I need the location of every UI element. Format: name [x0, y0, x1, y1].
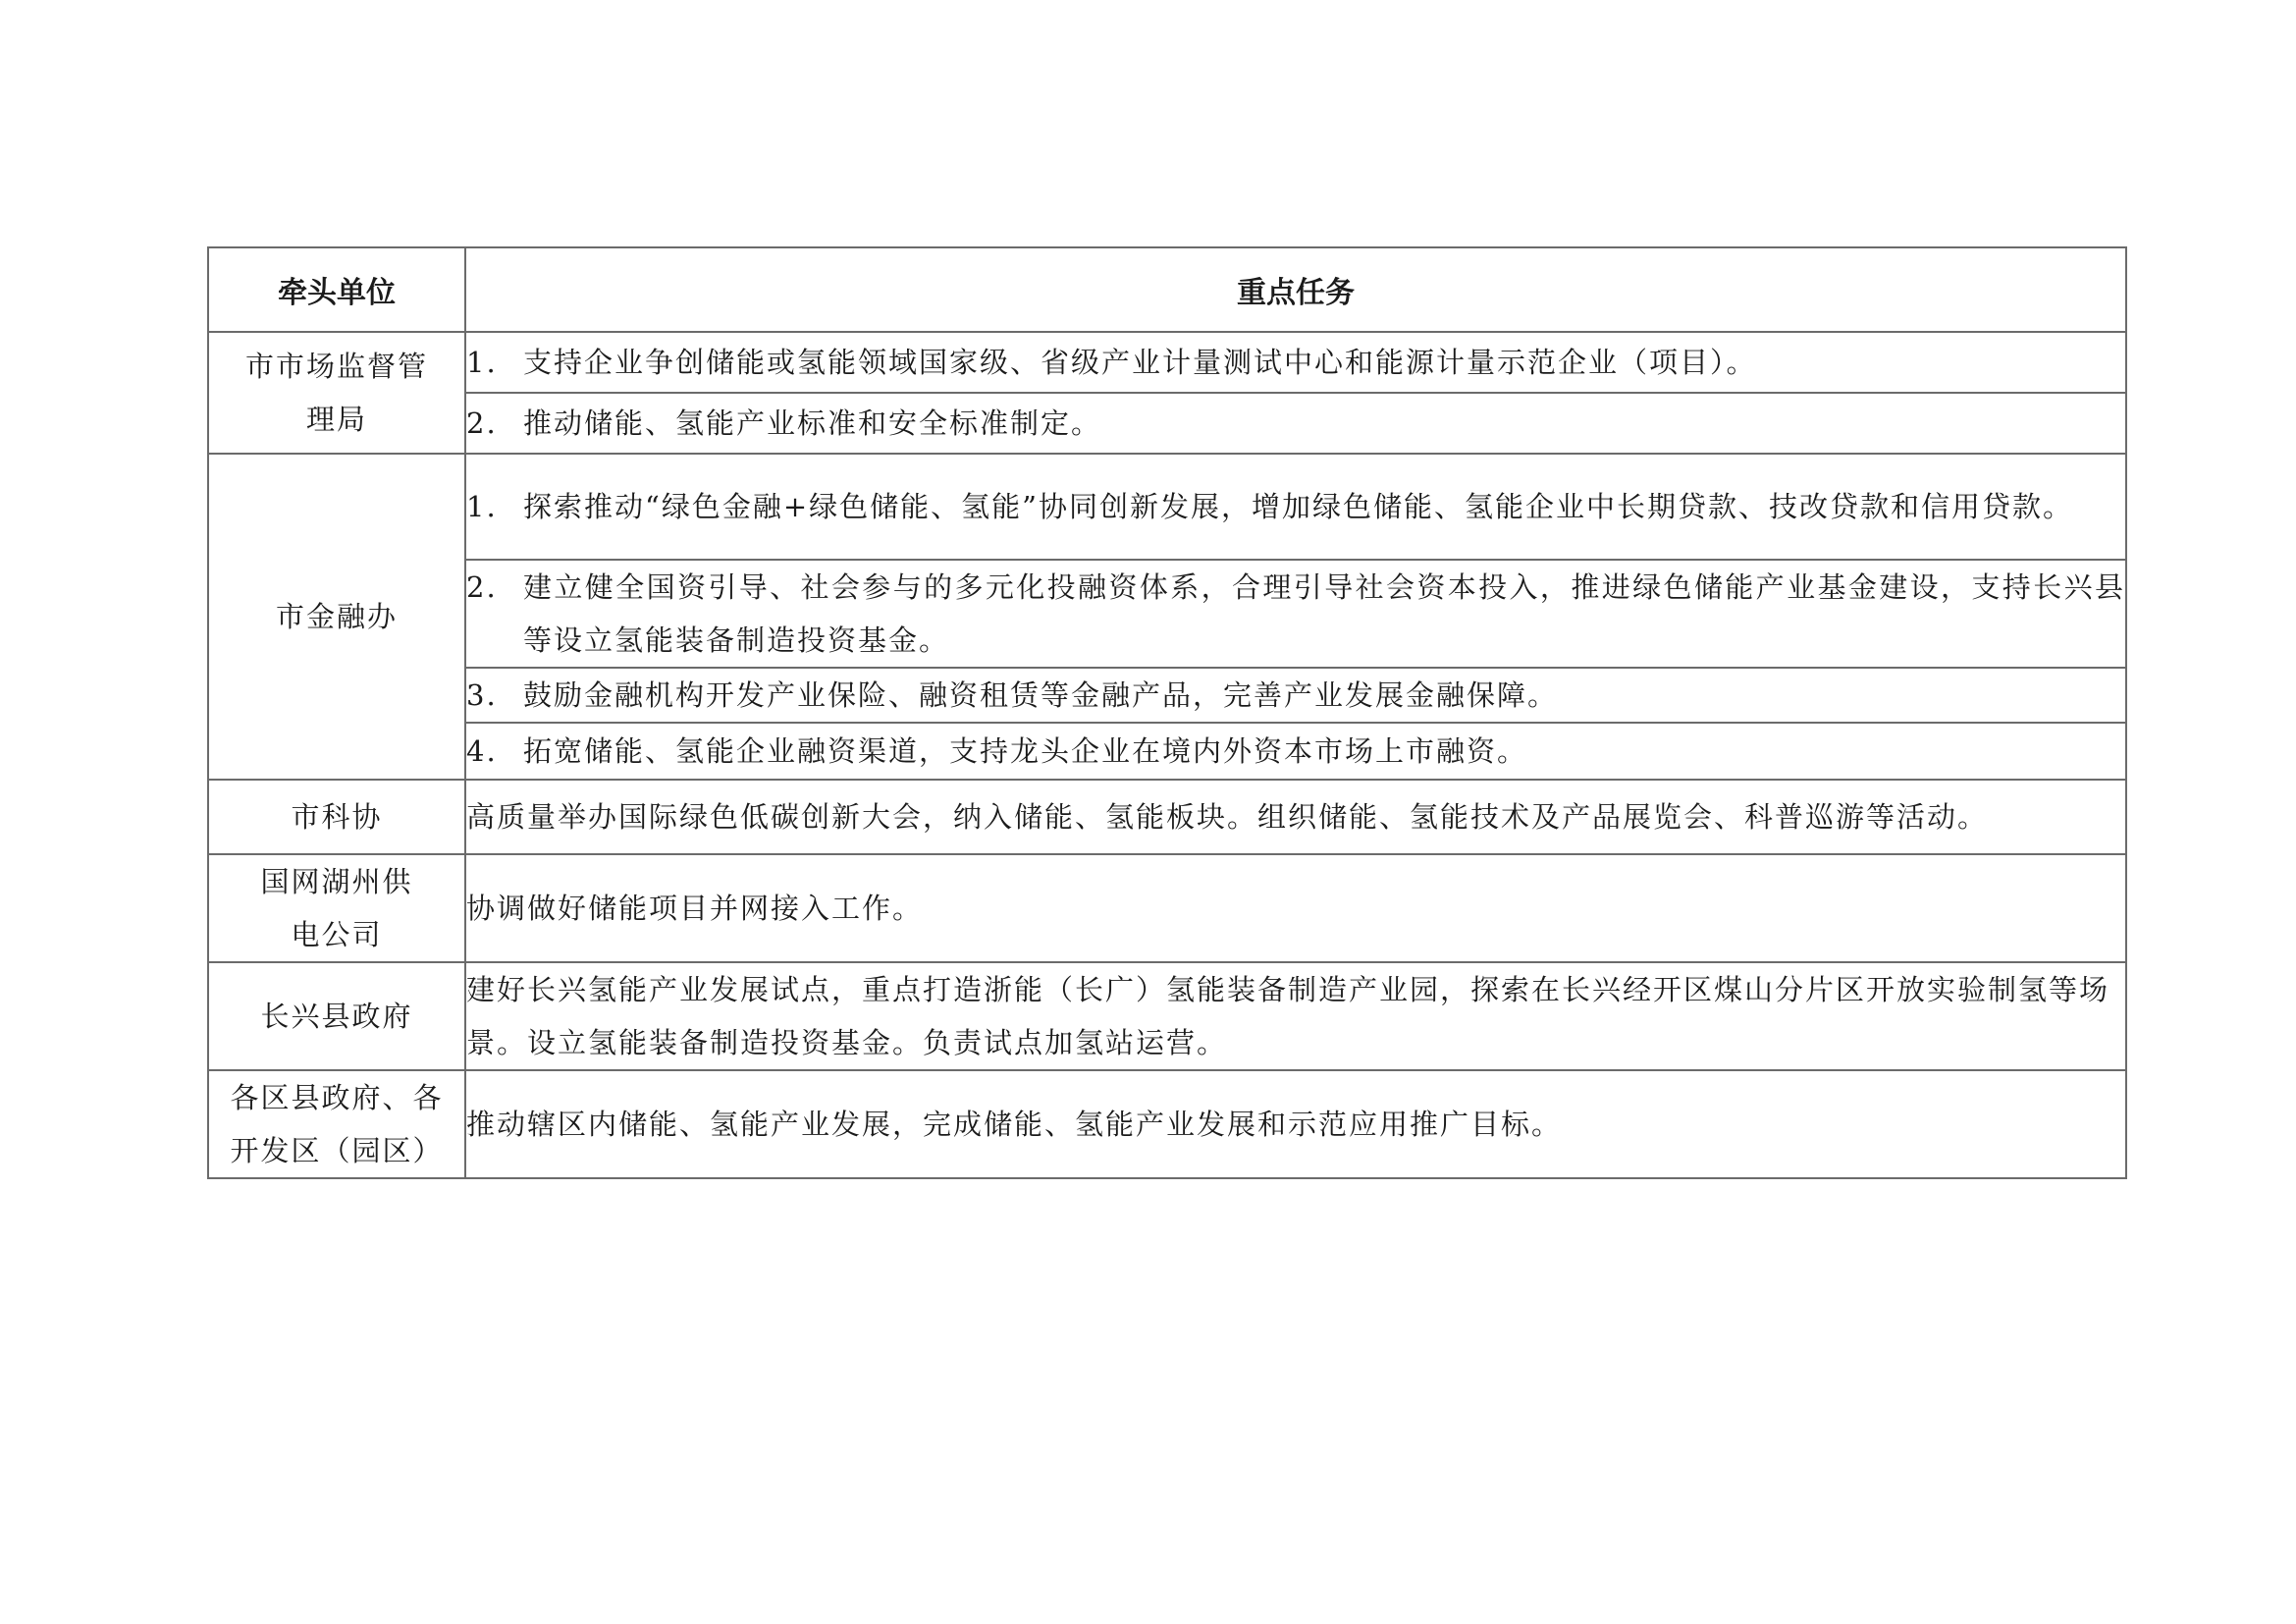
task-text: 探索推动“绿色金融+绿色储能、氢能”协同创新发展，增加绿色储能、氢能企业中长期贷款、技改贷款和信用贷款。 — [523, 490, 2073, 523]
table-row — [208, 780, 2126, 854]
task-cell — [465, 668, 2126, 723]
task-text: 推动储能、氢能产业标准和安全标准制定。 — [523, 406, 1102, 440]
lead-unit-cell: 国网湖州供电公司 — [208, 854, 465, 962]
task-text: 建好长兴氢能产业发展试点，重点打造浙能（长广）氢能装备制造产业园，探索在长兴经开区煤山分片区开放实验制氢等场景。设立氢能装备制造投资基金。负责试点加氢站运营。 — [466, 973, 2110, 1059]
table-row — [208, 723, 2126, 780]
table-row — [208, 454, 2126, 560]
task-cell — [465, 962, 2126, 1070]
task-cell — [465, 854, 2126, 962]
task-cell — [465, 1070, 2126, 1178]
task-cell — [465, 332, 2126, 393]
task-text: 鼓励金融机构开发产业保险、融资租赁等金融产品，完善产业发展金融保障。 — [523, 678, 1559, 712]
task-text: 高质量举办国际绿色低碳创新大会，纳入储能、氢能板块。组织储能、氢能技术及产品展览会、科普巡游等活动。 — [466, 800, 1989, 834]
task-number: 3. — [466, 678, 498, 712]
header-row — [208, 247, 2126, 332]
table-row — [208, 332, 2126, 393]
task-cell — [465, 560, 2126, 668]
table-row — [208, 668, 2126, 723]
task-number: 4. — [466, 734, 498, 768]
task-text: 协调做好储能项目并网接入工作。 — [466, 892, 924, 925]
task-cell — [465, 393, 2126, 454]
task-text: 支持企业争创储能或氢能领域国家级、省级产业计量测试中心和能源计量示范企业（项目）。 — [523, 346, 1757, 379]
table-row — [208, 560, 2126, 668]
task-number: 1. — [466, 346, 498, 379]
lead-unit-cell: 市金融办 — [208, 454, 465, 780]
task-cell — [465, 780, 2126, 854]
task-text: 推动辖区内储能、氢能产业发展，完成储能、氢能产业发展和示范应用推广目标。 — [466, 1108, 1563, 1141]
task-number: 1. — [466, 490, 498, 523]
task-number: 2. — [466, 570, 498, 604]
task-cell — [465, 723, 2126, 780]
lead-unit-cell: 长兴县政府 — [208, 962, 465, 1070]
lead-unit-cell: 各区县政府、各开发区（园区） — [208, 1070, 465, 1178]
table-row — [208, 1070, 2126, 1178]
task-text: 拓宽储能、氢能企业融资渠道，支持龙头企业在境内外资本市场上市融资。 — [523, 734, 1528, 768]
task-text: 建立健全国资引导、社会参与的多元化投融资体系，合理引导社会资本投入，推进绿色储能产业基金建设，支持长兴县等设立氢能装备制造投资基金。 — [523, 570, 2125, 657]
lead-unit-cell: 市市场监督管理局 — [208, 332, 465, 454]
task-table — [207, 246, 2127, 1179]
table-row — [208, 393, 2126, 454]
header-lead-unit: 牵头单位 — [208, 247, 465, 332]
task-cell — [465, 454, 2126, 560]
table-row — [208, 962, 2126, 1070]
header-key-tasks: 重点任务 — [465, 247, 2126, 332]
table-row — [208, 854, 2126, 962]
task-number: 2. — [466, 406, 498, 440]
lead-unit-cell: 市科协 — [208, 780, 465, 854]
